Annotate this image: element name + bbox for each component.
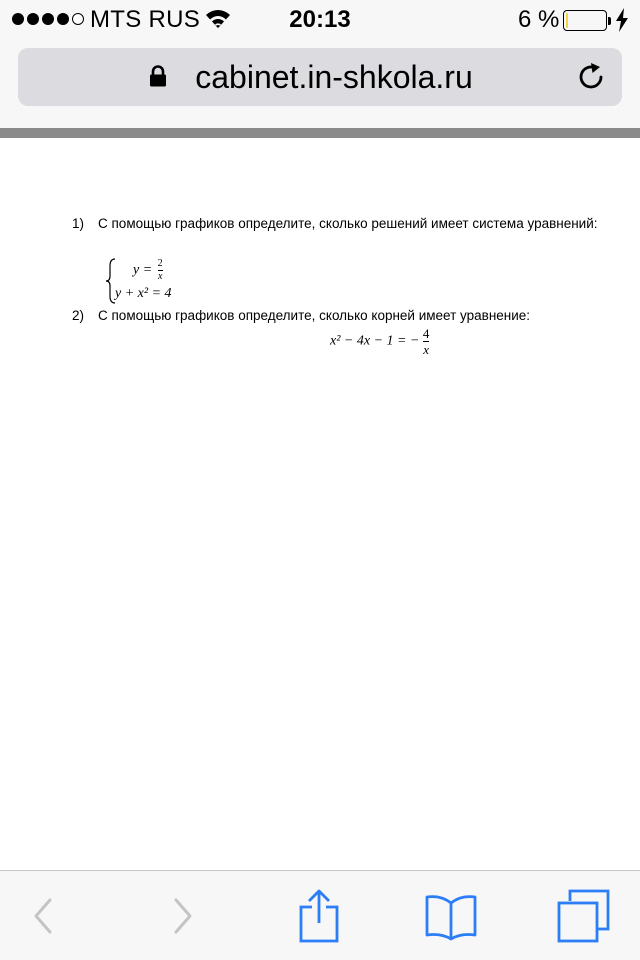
status-bar: [0, 0, 640, 40]
document-page: [0, 138, 640, 870]
bottom-toolbar: [0, 870, 640, 960]
eq1-numerator: 2: [157, 258, 163, 269]
charging-bolt-icon: [615, 8, 629, 32]
eq1-fraction: [158, 259, 163, 282]
forward-icon[interactable]: [168, 889, 198, 943]
reload-icon[interactable]: [576, 62, 606, 92]
eq1-left: y =: [133, 262, 153, 278]
task-2-number: 2): [72, 308, 85, 323]
eq1-denominator: x: [157, 271, 163, 282]
battery-tip: [608, 17, 611, 25]
clock: 20:13: [289, 6, 351, 33]
eq-denominator: x: [423, 342, 430, 357]
eq-numerator: 4: [422, 326, 430, 341]
task-1: [72, 216, 598, 231]
eq-left: x² − 4x − 1 = −: [330, 333, 420, 349]
task-2-equation: [330, 327, 429, 356]
task-1-number: 1): [72, 216, 85, 231]
battery-icon: [563, 10, 607, 31]
eq-fraction: [423, 327, 430, 356]
back-icon[interactable]: [28, 889, 58, 943]
task-1-text: С помощью графиков определите, сколько решений имеет система уравнений:: [98, 216, 598, 231]
browser-chrome: [0, 0, 640, 128]
bookmarks-icon[interactable]: [424, 889, 478, 943]
task-1-equation-2: y + x² = 4: [115, 286, 172, 301]
battery-percentage: 6 %: [518, 6, 560, 33]
address-bar[interactable]: [18, 48, 622, 106]
task-2: [72, 308, 530, 323]
share-icon[interactable]: [298, 889, 340, 943]
carrier-name: MTS RUS: [90, 6, 201, 33]
chrome-divider: [0, 128, 640, 138]
tabs-icon[interactable]: [556, 889, 610, 943]
task-2-text: С помощью графиков определите, сколько корней имеет уравнение:: [98, 308, 531, 323]
task-1-equation-1: [133, 259, 163, 282]
url-text[interactable]: cabinet.in-shkola.ru: [195, 59, 473, 95]
